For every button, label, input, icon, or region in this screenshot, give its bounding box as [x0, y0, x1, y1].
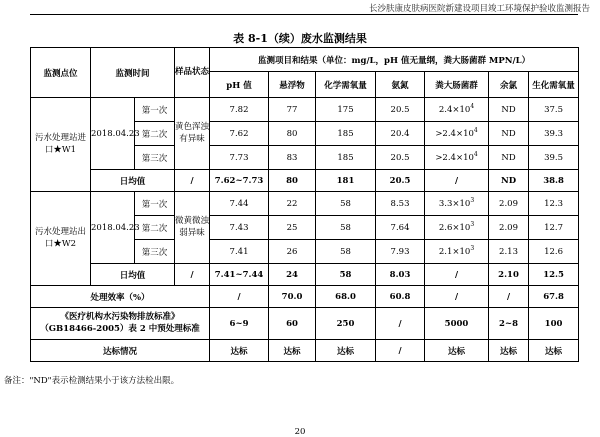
avg-label-cell: 日均值 [91, 170, 175, 192]
nh3-cell: 7.93 [376, 240, 425, 264]
avg-label-cell: 日均值 [91, 264, 175, 286]
cod-cell: 达标 [316, 340, 376, 362]
nh3-cell: / [376, 308, 425, 340]
ph-cell: 7.62 [210, 122, 269, 146]
table-row-compliance [31, 340, 579, 362]
ss-cell: 60 [269, 308, 316, 340]
cod-cell: 185 [316, 146, 376, 170]
round-cell: 第三次 [135, 146, 175, 170]
cod-cell: 58 [316, 264, 376, 286]
compliance-label: 达标情况 [31, 340, 210, 362]
date-cell: 2018.04.23 [91, 98, 135, 170]
cod-cell: 185 [316, 122, 376, 146]
header-coli: 粪大肠菌群 [425, 72, 489, 98]
header-cod: 化学需氧量 [316, 72, 376, 98]
cod-cell: 68.0 [316, 286, 376, 308]
ph-cell: / [210, 286, 269, 308]
ph-cell: 7.44 [210, 192, 269, 216]
point-cell: 污水处理站进口★W1 [31, 98, 91, 192]
coli-cell: / [425, 170, 489, 192]
point-cell: 污水处理站出口★W2 [31, 192, 91, 286]
cod-cell: 58 [316, 240, 376, 264]
nh3-cell: 20.4 [376, 122, 425, 146]
ph-cell: 7.41 [210, 240, 269, 264]
table-row-standard [31, 308, 579, 340]
coli-cell: 达标 [425, 340, 489, 362]
bod-cell: 达标 [529, 340, 579, 362]
coli-cell: $>2.4\times 10^4$ [425, 146, 489, 170]
bod-cell: 37.5 [529, 98, 579, 122]
ss-cell: 83 [269, 146, 316, 170]
efficiency-label: 处理效率（%） [31, 286, 210, 308]
ph-cell: 7.73 [210, 146, 269, 170]
cod-cell: 58 [316, 192, 376, 216]
state-cell: 微黄微浊弱异味 [175, 192, 210, 264]
nh3-cell: 8.03 [376, 264, 425, 286]
ss-cell: 77 [269, 98, 316, 122]
footnote: 备注："ND"表示检测结果小于该方法检出限。 [4, 376, 180, 386]
bod-cell: 12.6 [529, 240, 579, 264]
header-rule [30, 14, 578, 15]
coli-cell: $3.3\times 10^3$ [425, 192, 489, 216]
round-cell: 第一次 [135, 192, 175, 216]
table-row-efficiency [31, 286, 579, 308]
coli-cell: / [425, 286, 489, 308]
cl-cell: 达标 [489, 340, 529, 362]
cl-cell: 2~8 [489, 308, 529, 340]
bod-cell: 39.5 [529, 146, 579, 170]
header-bod: 生化需氧量 [529, 72, 579, 98]
ph-cell: 7.62~7.73 [210, 170, 269, 192]
ss-cell: 80 [269, 122, 316, 146]
cl-cell: ND [489, 170, 529, 192]
header-state: 样品状态 [175, 48, 210, 98]
nh3-cell: 20.5 [376, 170, 425, 192]
ss-cell: 26 [269, 240, 316, 264]
cl-cell: 2.10 [489, 264, 529, 286]
ph-cell: 6~9 [210, 308, 269, 340]
table-row [31, 98, 579, 122]
bod-cell: 39.3 [529, 122, 579, 146]
date-cell: 2018.04.23 [91, 192, 135, 264]
report-header: 长沙肤康皮肤病医院新建设项目竣工环境保护验收监测报告 [368, 4, 590, 14]
coli-cell: $2.6\times 10^3$ [425, 216, 489, 240]
standard-label: 《医疗机构水污染物排放标准》 （GB18466-2005）表 2 中预处理标准 [31, 308, 210, 340]
header-nh3: 氨氮 [376, 72, 425, 98]
wastewater-results-table [30, 47, 579, 362]
header-point: 监测点位 [31, 48, 91, 98]
bod-cell: 38.8 [529, 170, 579, 192]
ss-cell: 80 [269, 170, 316, 192]
bod-cell: 67.8 [529, 286, 579, 308]
ph-cell: 7.41~7.44 [210, 264, 269, 286]
page-number: 20 [294, 427, 306, 437]
header-cl: 余氯 [489, 72, 529, 98]
state-cell: 黄色浑浊有异味 [175, 98, 210, 170]
round-cell: 第一次 [135, 98, 175, 122]
nh3-cell: 7.64 [376, 216, 425, 240]
ph-cell: 7.43 [210, 216, 269, 240]
ss-cell: 25 [269, 216, 316, 240]
cod-cell: 250 [316, 308, 376, 340]
coli-cell: $2.4\times 10^4$ [425, 98, 489, 122]
header-time: 监测时间 [91, 48, 175, 98]
header-group: 监测项目和结果（单位：mg/L，pH 值无量纲，粪大肠菌群 MPN/L） [210, 48, 579, 72]
round-cell: 第二次 [135, 216, 175, 240]
table-row [31, 192, 579, 216]
table-row-average [31, 170, 579, 192]
bod-cell: 12.3 [529, 192, 579, 216]
coli-cell: 5000 [425, 308, 489, 340]
nh3-cell: 20.5 [376, 98, 425, 122]
coli-cell: $2.1\times 10^3$ [425, 240, 489, 264]
ss-cell: 达标 [269, 340, 316, 362]
round-cell: 第二次 [135, 122, 175, 146]
ss-cell: 22 [269, 192, 316, 216]
table-title: 表 8-1（续）废水监测结果 [233, 32, 367, 45]
bod-cell: 12.5 [529, 264, 579, 286]
ss-cell: 24 [269, 264, 316, 286]
bod-cell: 12.7 [529, 216, 579, 240]
cl-cell: 2.13 [489, 240, 529, 264]
ph-cell: 达标 [210, 340, 269, 362]
coli-cell: $>2.4\times 10^4$ [425, 122, 489, 146]
cod-cell: 175 [316, 98, 376, 122]
nh3-cell: / [376, 340, 425, 362]
cod-cell: 58 [316, 216, 376, 240]
table-row-average [31, 264, 579, 286]
header-ss: 悬浮物 [269, 72, 316, 98]
header-ph: pH 值 [210, 72, 269, 98]
coli-cell: / [425, 264, 489, 286]
cl-cell: ND [489, 98, 529, 122]
bod-cell: 100 [529, 308, 579, 340]
cl-cell: ND [489, 122, 529, 146]
cl-cell: 2.09 [489, 192, 529, 216]
state-cell: / [175, 264, 210, 286]
nh3-cell: 60.8 [376, 286, 425, 308]
cl-cell: / [489, 286, 529, 308]
cl-cell: ND [489, 146, 529, 170]
state-cell: / [175, 170, 210, 192]
round-cell: 第三次 [135, 240, 175, 264]
cod-cell: 181 [316, 170, 376, 192]
ph-cell: 7.82 [210, 98, 269, 122]
cl-cell: 2.09 [489, 216, 529, 240]
nh3-cell: 8.53 [376, 192, 425, 216]
nh3-cell: 20.5 [376, 146, 425, 170]
ss-cell: 70.0 [269, 286, 316, 308]
